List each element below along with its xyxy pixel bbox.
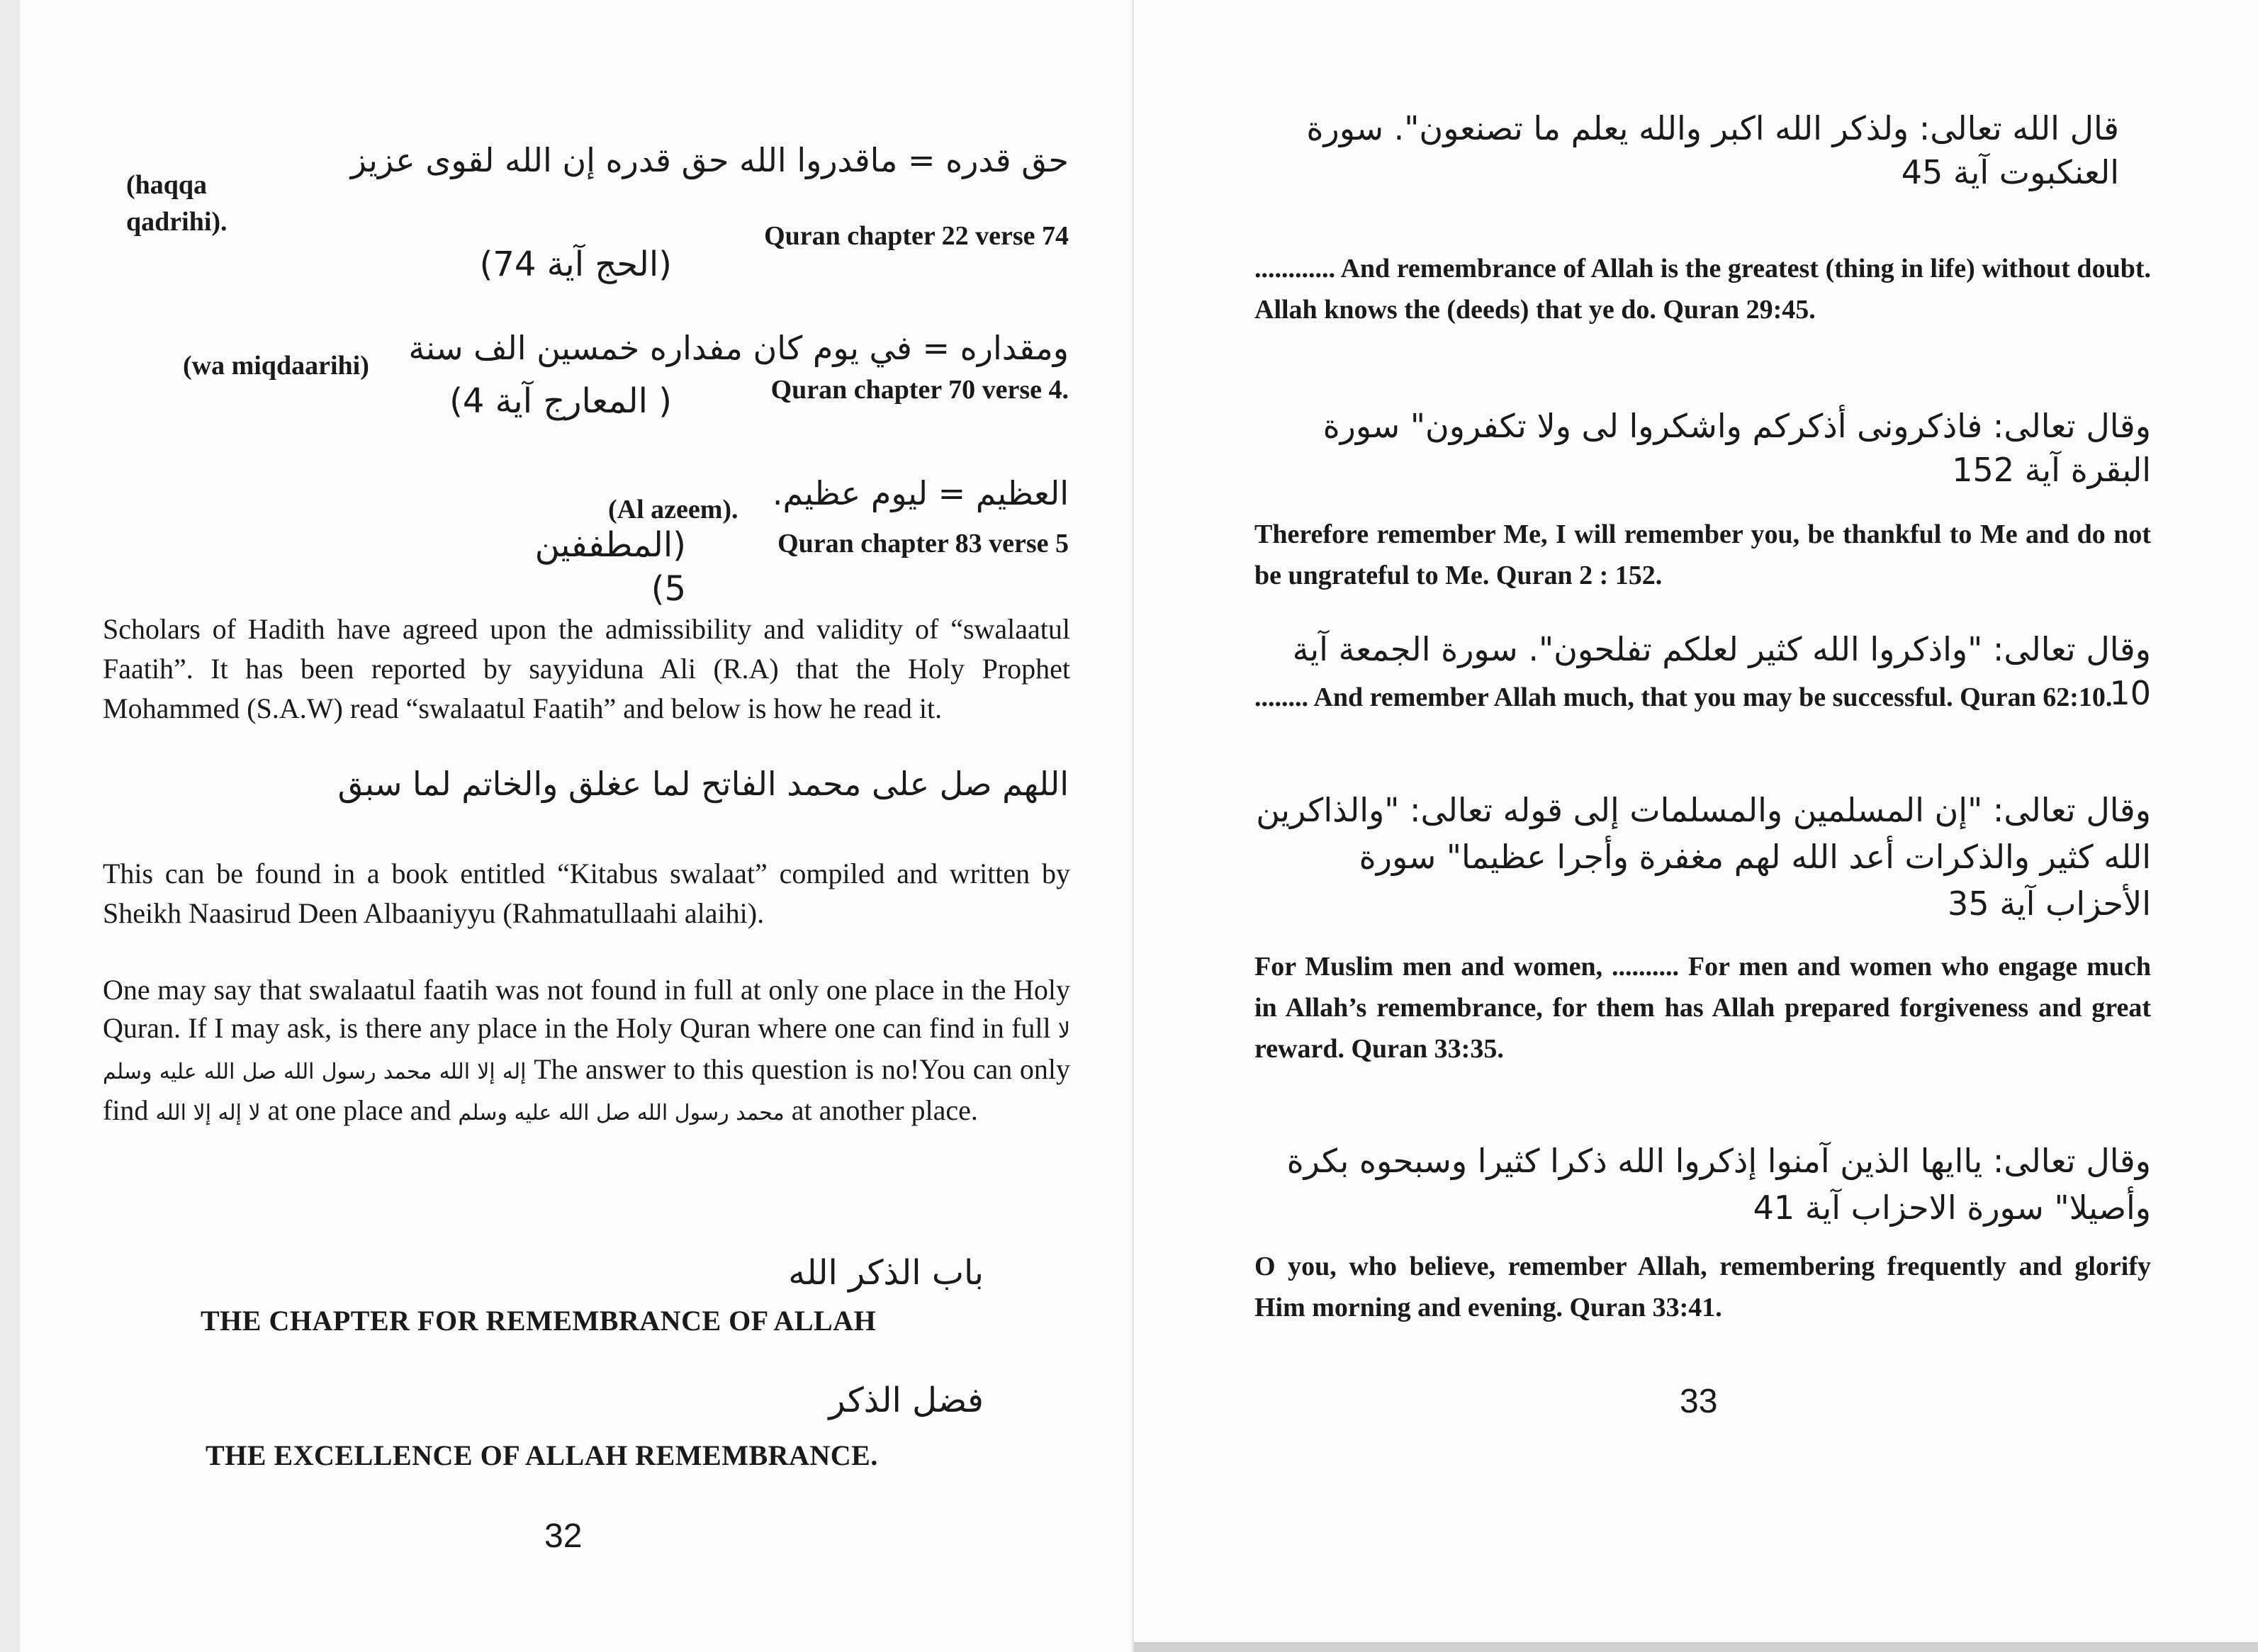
translit-miqdaarihi: (wa miqdaarihi) — [183, 351, 369, 381]
ref-arabic-mutaffifin: (المطففين 5) — [534, 525, 686, 609]
ref-english-83-5: Quran chapter 83 verse 5 — [777, 529, 1069, 558]
ref-english-22-74: Quran chapter 22 verse 74 — [764, 221, 1069, 251]
ref-83-5 — [686, 528, 1069, 559]
english-verse-33-41: O you, who believe, remember Allah, remembering frequently and glorify Him morning and evening. Quran 33:41. — [1254, 1252, 2151, 1322]
paragraph-scholars-hadith: Scholars of Hadith have agreed upon the admissibility and validity of “swalaatul Faatih”. It has been reported by sayyiduna Ali (R.A) that the Holy Prophet Mohammed (S.A.W) read “swalaatul Faatih” and below is how he read it. — [103, 613, 1070, 724]
one-may-say-text1: One may say that swalaatul faatih was not found in full at only one place in the Holy Quran. If I may ask, is there any place in the Holy Quran where one can find in full — [103, 974, 1070, 1044]
right-page — [1134, 0, 2258, 1652]
arabic-excellence: فضل الذكر — [829, 1381, 984, 1420]
ref-english-70-4: Quran chapter 70 verse 4. — [770, 375, 1069, 405]
one-may-say-text2: The answer to this question is no!You can only find — [103, 1053, 1071, 1126]
english-verse-33-35: For Muslim men and women, .......... For men and women who engage much in Allah’s remembrance, for them has Allah prepared forgiveness and great reward. Quran 33:35. — [1254, 952, 2151, 1064]
arabic-azeem: العظيم = ليوم عظيم. — [772, 474, 1069, 512]
one-may-say-text3: at one place and — [267, 1094, 451, 1126]
paragraph-kitabus-swalaat: This can be found in a book entitled “Kitabus swalaat” compiled and written by Sheikh Naasirud Deen Albaaniyyu (Rahmatullaahi alaihi). — [103, 858, 1070, 929]
page-bottom-edge — [1134, 1642, 2258, 1652]
arabic-la-ilaha: لا إله إلا الله — [155, 1101, 261, 1125]
english-verse-29-45: ............ And remembrance of Allah is the greatest (thing in life) without doubt. Allah knows the (deeds) that ye do. Quran 29:45. — [1254, 254, 2151, 325]
ref-arabic-maarij: ( المعارج آية 4) — [449, 381, 672, 421]
arabic-verse-29-45: قال الله تعالى: ولذكر الله اكبر والله يعلم ما تصنعون". سورة العنكبوت آية 45 — [1306, 109, 2119, 191]
excellence-title: THE EXCELLENCE OF ALLAH REMEMBRANCE. — [206, 1439, 878, 1471]
arabic-verse-33-35: وقال تعالى: "إن المسلمين والمسلمات إلى قوله تعالى: "والذاكرين الله كثير والذكرات أعد الله لهم مغفرة وأجرا عظيما" سورة الأحزاب آية 35 — [1256, 791, 2151, 923]
one-may-say-text4: at another place. — [791, 1094, 978, 1126]
arabic-haqqa-qadrihi: حق قدره = ماقدروا الله حق قدره إن الله لقوى عزيز — [350, 141, 1069, 179]
arabic-chapter-remembrance: باب الذكر الله — [788, 1253, 984, 1293]
arabic-shahada-full: لا إله إلا الله محمد رسول الله صل الله عليه وسلم — [103, 1018, 1070, 1084]
translit-azeem: (Al azeem). — [608, 495, 738, 524]
block-azeem — [608, 471, 1069, 524]
page-number-left: 32 — [544, 1517, 583, 1555]
translit-haqqa-text: (haqqa qadrihi). — [126, 170, 228, 237]
arabic-salatul-faatih: اللهم صل على محمد الفاتح لما عغلق والخاتم لما سبق — [337, 765, 1069, 803]
arabic-verse-33-41: وقال تعالى: ياايها الذين آمنوا إذكروا الله ذكرا كثيرا وسبحوه بكرة وأصيلا" سورة الاحزاب آية 41 — [1286, 1142, 2151, 1227]
arabic-verse-62-10: وقال تعالى: "واذكروا الله كثير لعلكم تفلحون". سورة الجمعة آية 10 — [1292, 630, 2151, 712]
arabic-muhammad-rasul: محمد رسول الله صل الله عليه وسلم — [458, 1101, 785, 1125]
page-number-right: 33 — [1680, 1383, 1718, 1420]
paragraph-one-may-say — [103, 971, 1070, 1133]
block-haqqa-qadrihi — [126, 138, 1069, 252]
english-verse-2-152: Therefore remember Me, I will remember you, be thankful to Me and do not be ungrateful to Me. Quran 2 : 152. — [1254, 519, 2151, 590]
chapter-title: THE CHAPTER FOR REMEMBRANCE OF ALLAH — [201, 1305, 877, 1337]
translit-haqqa — [126, 167, 232, 242]
arabic-verse-2-152: وقال تعالى: فاذكرونى أذكركم واشكروا لى ولا تكفرون" سورة البقرة آية 152 — [1322, 407, 2151, 489]
arabic-miqdaarihi: ومقداره = في يوم كان مفداره خمسين الف سنة — [408, 329, 1069, 367]
english-verse-62-10: ........ And remember Allah much, that you may be successful. Quran 62:10. — [1254, 682, 2113, 712]
ref-arabic-hajj: (الحج آية 74) — [479, 245, 672, 284]
